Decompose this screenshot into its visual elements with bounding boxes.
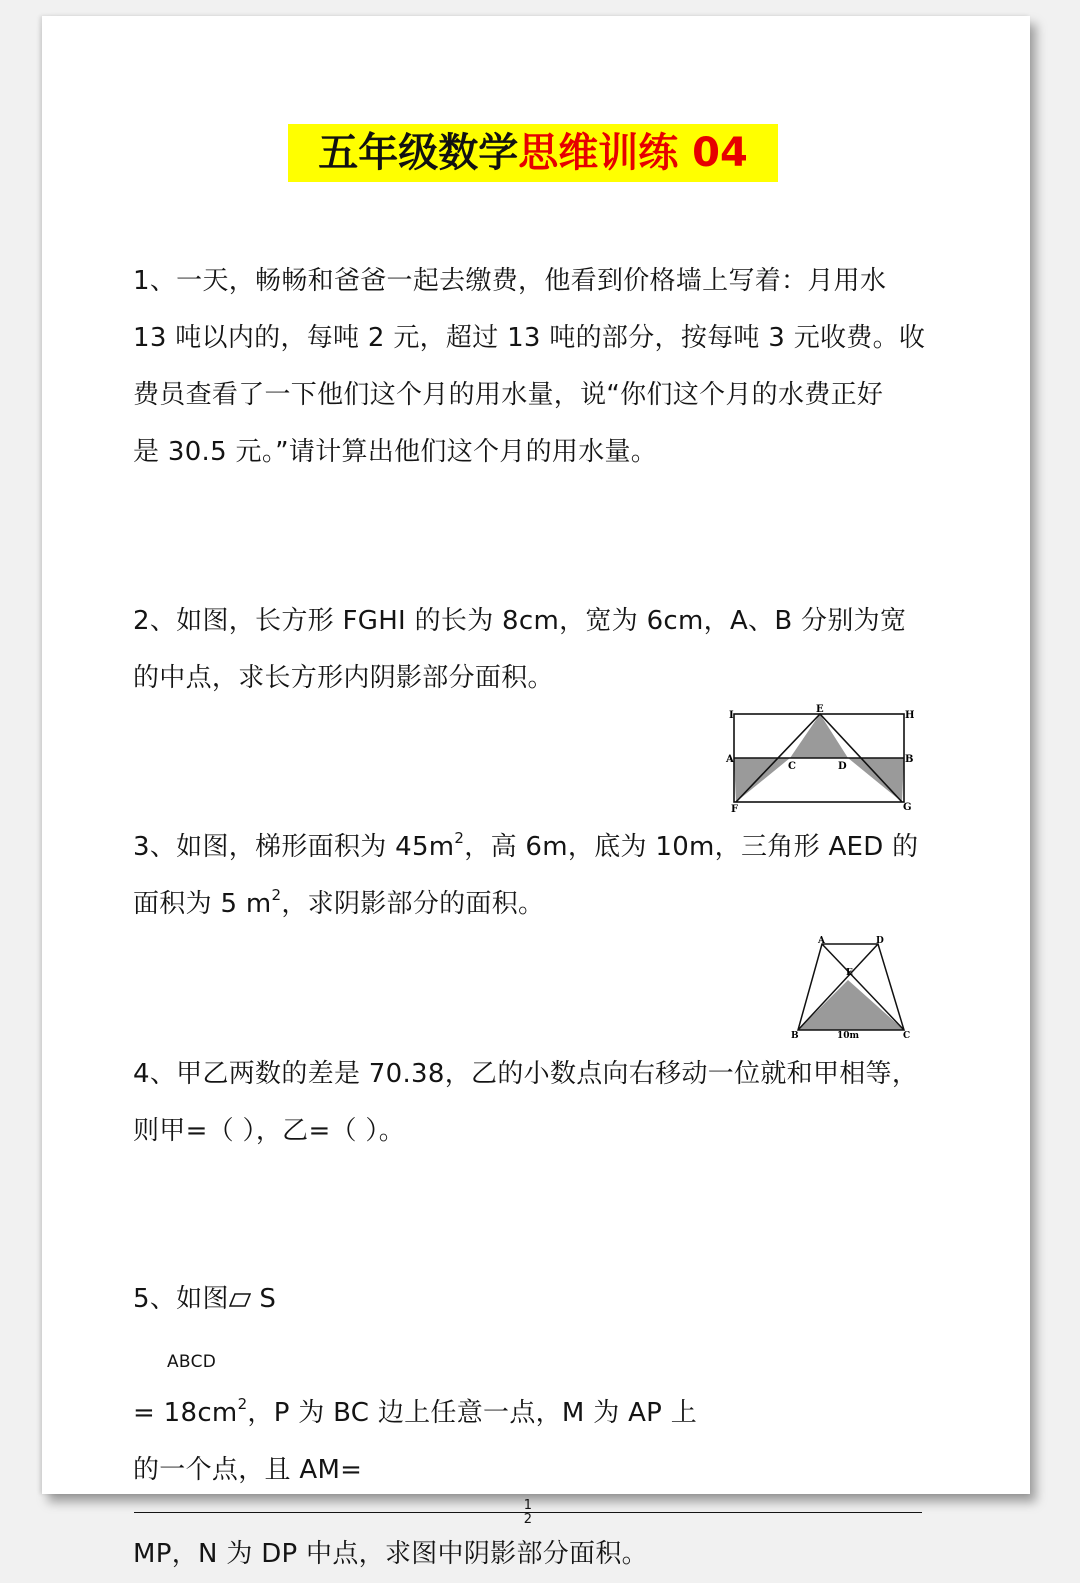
parallelogram-icon <box>229 1292 251 1308</box>
q2-label-f: F <box>731 804 739 814</box>
q1-line3: 费员查看了一下他们这个月的用水量，说“你们这个月的水费正好 <box>133 380 884 410</box>
q4-line2: 则甲=（ ），乙=（ ）。 <box>133 1116 405 1146</box>
q3-line1: 3、如图，梯形面积为 $45m^2$，高 6m，底为 10m，三角形 AED 的 <box>133 829 919 862</box>
q3-line2: 面积为 5 $m^2$，求阴影部分的面积。 <box>133 886 545 919</box>
worksheet-title <box>288 124 778 182</box>
q2-label-g: G <box>903 802 912 813</box>
question-5 <box>133 1271 923 1583</box>
question-1 <box>133 253 926 481</box>
question-2 <box>133 593 923 707</box>
q2-label-a: A <box>726 754 734 765</box>
q3-shaded-triangle <box>798 980 904 1030</box>
q5-line1: 5、如图 S ABCD = $18cm^2$，P 为 BC 边上任意一点，M 为 AP 上 <box>133 1284 698 1428</box>
q3-label-e: E <box>846 968 853 978</box>
q3-label-base: 10m <box>837 1031 860 1041</box>
q1-line4: 是 30.5 元。”请计算出他们这个月的用水量。 <box>133 437 658 467</box>
q2-label-i: I <box>729 710 734 721</box>
fraction-one-half: 1 2 <box>134 1499 922 1526</box>
title-part2: 思维训练 04 <box>518 130 748 176</box>
q1-line1: 1、一天，畅畅和爸爸一起去缴费，他看到价格墙上写着：月用水 <box>133 266 887 296</box>
q2-label-e: E <box>816 704 824 715</box>
q1-line2: 13 吨以内的，每吨 2 元，超过 13 吨的部分，按每吨 3 元收费。收 <box>133 323 926 353</box>
q2-label-h: H <box>905 710 915 721</box>
q2-label-c: C <box>788 761 796 772</box>
question-4 <box>133 1046 923 1160</box>
q2-line2: 的中点，求长方形内阴影部分面积。 <box>133 663 554 693</box>
title-part1: 五年级数学 <box>318 130 519 176</box>
q3-label-b: B <box>791 1031 799 1041</box>
q5-line2: 的一个点，且 AM= 1 2 MP，N 为 DP 中点，求图中阴影部分面积。 <box>133 1442 923 1583</box>
q3-trapezoid-figure <box>786 934 916 1042</box>
q3-label-a: A <box>818 936 825 946</box>
question-3 <box>133 819 923 933</box>
q2-rectangle-figure <box>724 702 920 814</box>
q3-label-c: C <box>903 1031 911 1041</box>
q4-line1: 4、甲乙两数的差是 70.38，乙的小数点向右移动一位就和甲相等， <box>133 1059 919 1089</box>
q3-label-d: D <box>876 936 884 946</box>
q2-label-d: D <box>838 761 847 772</box>
q2-line1: 2、如图，长方形 FGHI 的长为 8cm，宽为 6cm，A、B 分别为宽 <box>133 606 907 636</box>
q2-label-b: B <box>905 754 914 765</box>
